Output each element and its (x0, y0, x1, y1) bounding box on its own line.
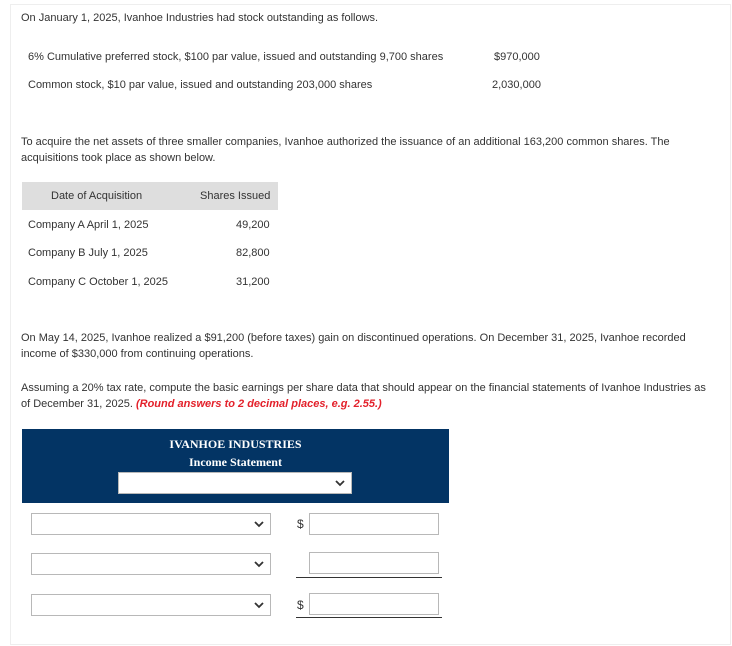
common-stock-amount: 2,030,000 (492, 79, 541, 91)
currency-symbol: $ (297, 598, 304, 612)
chevron-down-icon (253, 557, 265, 571)
currency-symbol: $ (297, 517, 304, 531)
question-text: Assuming a 20% tax rate, compute the basic earnings per share data that should appear on the financial statements of Ivanhoe Industries as of December 31, 2025. (21, 382, 706, 410)
acq-row-b (28, 247, 148, 259)
amount-input[interactable] (309, 593, 439, 615)
chevron-down-icon (253, 598, 265, 612)
header-shares-issued: Shares Issued (200, 190, 271, 202)
total-underline (296, 617, 442, 618)
acq-shares: 82,800 (236, 247, 270, 259)
subtotal-underline (296, 577, 442, 578)
events-paragraph: On May 14, 2025, Ivanhoe realized a $91,200 (before taxes) gain on discontinued operations. On December 31, 2025, Ivanhoe recorded income of $330,000 from continuing operations. (21, 332, 686, 360)
acq-date: October 1, 2025 (89, 276, 169, 288)
content-frame (10, 4, 731, 645)
chevron-down-icon (334, 476, 346, 490)
chevron-down-icon (253, 517, 265, 531)
preferred-stock-amount: $970,000 (494, 51, 540, 63)
amount-input[interactable] (309, 552, 439, 574)
income-statement-header (22, 429, 449, 503)
acquisition-paragraph: To acquire the net assets of three smaller companies, Ivanhoe authorized the issuance of an additional 163,200 common shares. The acquisitions took place as shown below. (21, 136, 670, 164)
intro-text: On January 1, 2025, Ivanhoe Industries had stock outstanding as follows. (21, 12, 379, 24)
acq-company: Company B (28, 247, 86, 259)
common-stock-label: Common stock, $10 par value, issued and outstanding 203,000 shares (28, 79, 373, 91)
company-name: IVANHOE INDUSTRIES (169, 437, 302, 451)
rounding-note: (Round answers to 2 decimal places, e.g. 2.55.) (135, 398, 382, 410)
row-label-select[interactable] (31, 553, 271, 575)
amount-input[interactable] (309, 513, 439, 535)
statement-title: Income Statement (189, 455, 282, 469)
acq-date: July 1, 2025 (88, 247, 148, 259)
period-select[interactable] (118, 472, 352, 494)
question-paragraph (21, 380, 711, 412)
header-date-of-acquisition: Date of Acquisition (51, 190, 143, 202)
acq-row-c (28, 276, 168, 288)
acq-shares: 49,200 (236, 219, 270, 231)
preferred-stock-label: 6% Cumulative preferred stock, $100 par value, issued and outstanding 9,700 shares (28, 51, 444, 63)
acq-company: Company A (28, 219, 85, 231)
acq-company: Company C (28, 276, 87, 288)
acq-shares: 31,200 (236, 276, 270, 288)
row-label-select[interactable] (31, 594, 271, 616)
row-label-select[interactable] (31, 513, 271, 535)
acq-date: April 1, 2025 (86, 219, 149, 231)
acq-row-a (28, 219, 148, 231)
